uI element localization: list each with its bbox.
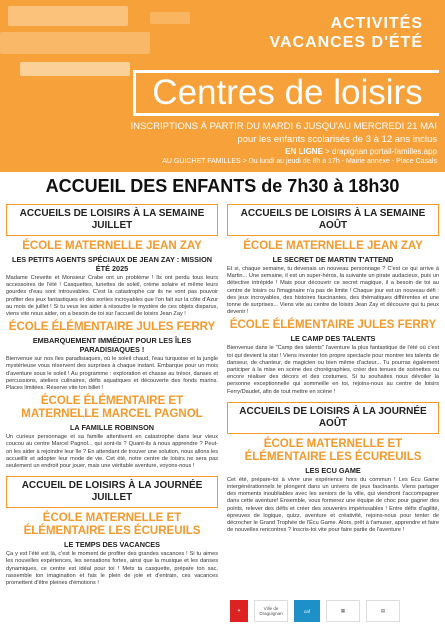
school-title: ÉCOLE MATERNELLE ET ÉLÉMENTAIRE LES ÉCUREUILS — [244, 437, 422, 463]
main-heading: ACCUEIL DES ENFANTS de 7h30 à 18h30 — [45, 176, 400, 196]
decor-stripe — [20, 62, 130, 76]
partner-logo: ▦ — [326, 600, 360, 622]
school-title: ÉCOLE ÉLÉMENTAIRE JULES FERRY — [8, 321, 216, 334]
online-link[interactable]: > drapignan portail-familles.app — [322, 147, 437, 156]
activity-text: Ça y est l'été est là, c'est le moment de profiter des grandes vacances ! Si tu aimes les nouvelles expériences, les sensations fortes, ainsi que la musique et les danses dynamiques, ce centre est idéal pour toi ! Mets ta casquette, prépare ton sac, rassemble ton imagination et fais le plein de joie et d'entrain, ces vacances promettent d'être pleines d'émotions ! — [6, 551, 218, 587]
section-box-weekly-august: ACCUEILS DE LOISIRS À LA SEMAINE AOÛT — [227, 204, 439, 236]
school-title: ÉCOLE ÉLÉMENTAIRE JULES FERRY — [229, 319, 437, 332]
activity-text: Madame Crevette et Monsieur Crabe ont un problème ! Ils ont perdu tous leurs accessoires de l'été ! Casquettes, lunettes de soleil, crème solaire et même leurs gourdes d'eau sont introuvables. C'est la catastrophe car ils ne vont pas pouvoir profiter des jeux fantastiques et des sorties incroyables que l'on fait sur la côte d'Azur au mois de juillet ! Si tu veux les aider à résoudre le mystère de ces objets disparus, viens vite nous aider, on a besoin de toi sur l'accueil de loisirs Jean Zay ! — [6, 275, 218, 318]
page-title: Centres de loisirs — [133, 70, 439, 116]
vacances-label: VACANCES D'ÉTÉ — [269, 34, 423, 51]
decor-stripe — [150, 12, 190, 24]
column-july — [6, 204, 218, 590]
decor-stripe — [8, 6, 128, 26]
online-line — [285, 147, 437, 156]
activity-heading: LES PETITS AGENTS SPÉCIAUX DE JEAN ZAY : MISSION ÉTÉ 2025 — [11, 255, 213, 273]
ville-logo: Ville de Draguignan — [254, 600, 288, 622]
age-line: pour les enfants scolarisés de 3 à 12 ans inclus — [237, 134, 437, 145]
column-august — [227, 204, 439, 537]
activity-heading: LA FAMILLE ROBINSON — [69, 423, 155, 433]
activity-text: Bienvenue dans le "Camp des talents" l'aventure la plus fantastique de l'été où c'est toi qui devient la star ! Viens inventer ton propre spectacle pour montrer tes talents de danseur, de chanteur, de magicien ou bien même d'acteur... Tu pourras également participer à la mise en scène des chorégraphies, créer des tenues de scénettes ou encore réaliser des décors et des costumes. Si tu souhaites nous dévoiler la personne exceptionnelle qui sommeille en toi, rejoins-nous au centre de loisirs Ferry/Daudet, afin de tout mettre en scène ! — [227, 345, 439, 395]
online-label: EN LIGNE — [285, 147, 323, 156]
partner-logo: ▤ — [366, 600, 400, 622]
activity-text: Cet été, prépare-toi à vivre une expérience hors du commun ! Les Écu Game intergénérationnels te plongent dans un univers de jeux fascinants. Viens partager des moments inoubliables avec les seniors de la ville, qui viendront t'accompagner dans cette aventure! Ensemble, vous formerez une équipe de choc pour gagner des points, relever des défis et créer des souvenirs impérissables ! Entre défis d'agilité, épreuves de logique, quizz, aventure et créativité, rejoins-nous pour tenter de décrocher le Grand Trophée de l'Écu Game. Alors, prêt à t'amuser, apprendre et faire de nouvelles rencontres ? Inscris-toi vite pour faire partie de l'aventure ! — [227, 476, 439, 534]
decor-stripe — [0, 32, 150, 54]
activity-text: Bienvenue sur nos îles paradisiaques, où le soleil chaud, l'eau turquoise et la jungle mystérieuse vous réservent des surprises à chaque instant. Embarque pour un mois d'aventure sous le soleil ! Au programme : exploration et chasse au trésor, danses et percussions, ateliers culinaires, défis aquatiques et découverte des fonds marins. Places limitées. Réserve vite ton billet ! — [6, 356, 218, 392]
school-title: ÉCOLE MATERNELLE ET ÉLÉMENTAIRE LES ÉCUREUILS — [23, 512, 201, 538]
inscriptions-line: INSCRIPTIONS À PARTIR DU MARDI 6 JUSQU'AU MERCREDI 21 MAI — [130, 121, 437, 132]
activity-heading: LE CAMP DES TALENTS — [290, 334, 376, 344]
caf-logo: caf — [294, 600, 320, 622]
activity-text: Et si, chaque semaine, tu devenais un nouveau personnage ? C'est ce qui arrive à Martin... Une semaine, il est un super-héros, la suivante un pirate audacieux, puis un détective intrépide ! Mais pour découvrir ce secret magique, il a besoin de toi au centre de loisirs ou l'imaginaire n'a pas de limite ! Chaque jour est un nouveau défi : des jeux incroyables, des histoires fascinantes, des thématiques différentes et une tonne de surprises... Viens vite au centre de loisirs Jean Zay et découvre qui tu peux devenir ! — [227, 266, 439, 316]
school-title: ÉCOLE MATERNELLE JEAN ZAY — [22, 240, 202, 252]
school-title: ÉCOLE ÉLÉMENTAIRE ET MATERNELLE MARCEL PAGNOL — [21, 395, 203, 421]
section-box-daily-august: ACCUEILS DE LOISIRS À LA JOURNÉE AOÛT — [227, 402, 439, 434]
guichet-line: AU GUICHET FAMILLES > Du lundi au jeudi de 8h à 17h - Mairie annexe - Place Casals — [162, 158, 437, 165]
partner-logos — [230, 598, 440, 624]
activity-heading: LES ECU GAME — [305, 465, 361, 475]
school-title: ÉCOLE MATERNELLE JEAN ZAY — [243, 240, 423, 252]
activity-text: Un curieux personnage et sa famille attentivent en catastrophe dans leur vieux coucou au centre Marcel Pagnol... qui sont-ils ? Quant-ils à nous apprendre ? Peut-on les aider à rejoindre leur île ? En attendant de trouver une solution, nous allons les accueillir et adopter leur mode de vie. Cet été, notre centre de loisirs ne sera pas seulement un endroit pour jouer, mais une véritable aventure, voyons-nous ! — [6, 434, 218, 470]
header-banner — [0, 0, 445, 172]
activites-label: ACTIVITÉS — [330, 15, 423, 32]
city-crest-logo: ✦ — [230, 600, 248, 622]
activity-heading: LE TEMPS DES VACANCES — [64, 540, 160, 550]
activity-heading: EMBARQUEMENT IMMÉDIAT POUR LES ÎLES PARADISIAQUES ! — [32, 336, 192, 355]
section-box-weekly-july: ACCUEILS DE LOISIRS À LA SEMAINE JUILLET — [6, 204, 218, 236]
activity-heading: LE SECRET DE MARTIN T'ATTEND — [272, 255, 394, 264]
header-kicker — [269, 14, 423, 52]
section-box-daily-july: ACCUEIL DE LOISIRS À LA JOURNÉE JUILLET — [6, 476, 218, 508]
